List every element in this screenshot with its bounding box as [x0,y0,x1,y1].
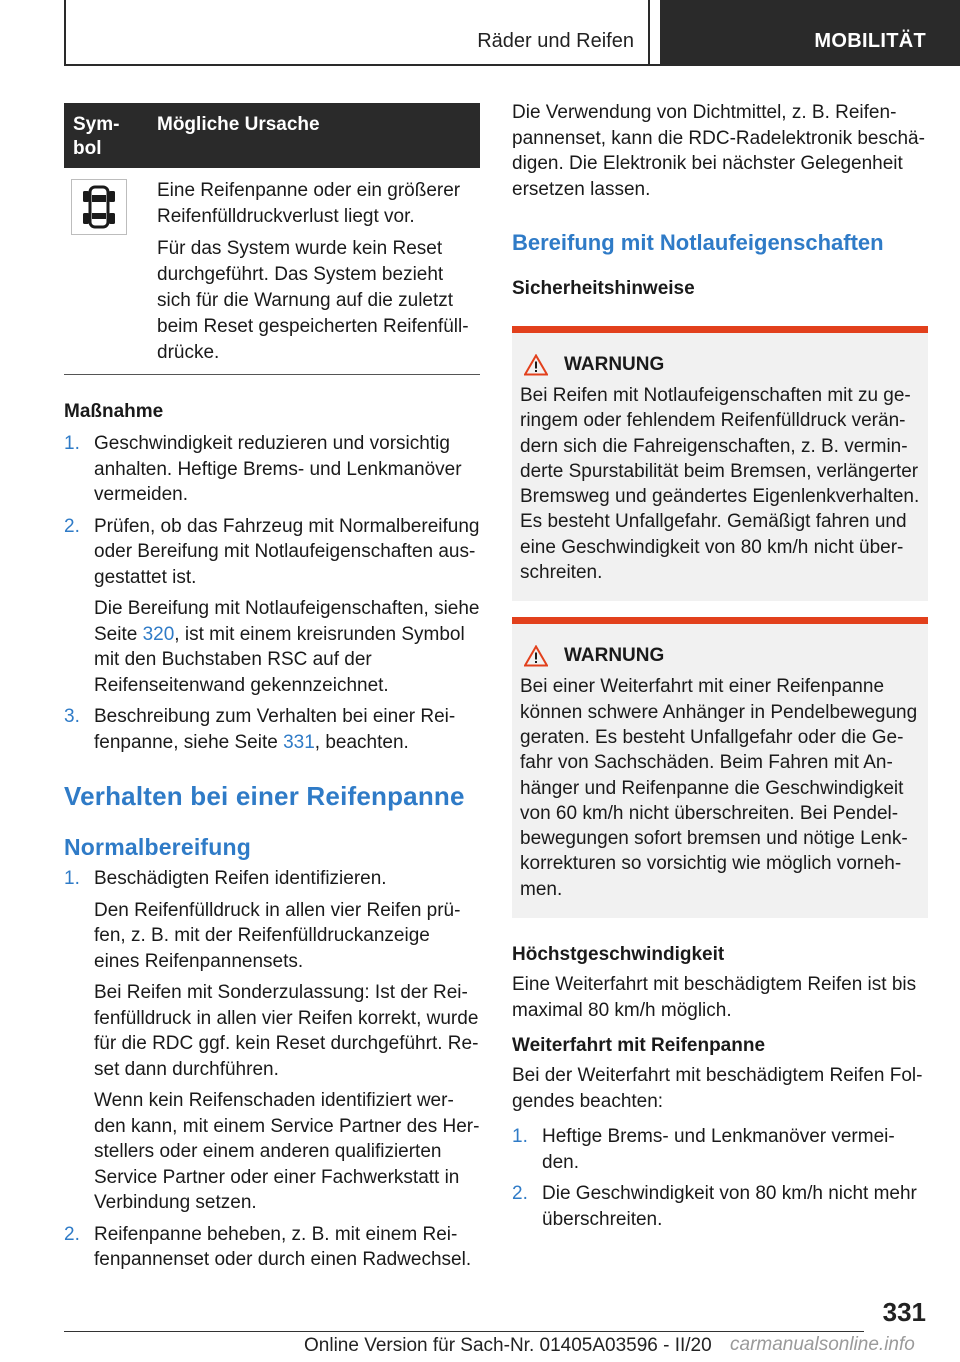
max-speed-title: Höchstgeschwindigkeit [512,944,725,966]
page-number: 331 [882,1297,926,1327]
continue-title: Weiterfahrt mit Reifenpanne [512,1035,766,1057]
warning-box-1 [512,326,928,601]
page-link-331[interactable]: 331 [283,731,315,753]
list-item: 2. Prüfen, ob das Fahrzeug mit Normalbereifung oder Bereifung mit Notlaufeigenschaften aus-gestattet ist. Die Bereifung mit Notlaufeigenschaften, siehe Seite 320, ist mit einem kreisrunden Symbol mit den Buchstaben RSC auf der Reifenseitenwand gekennzeichnet. [64,515,480,696]
safety-title: Sicherheitshinweise [512,278,695,299]
table-header [64,103,480,168]
header-section-tab [470,0,650,66]
dichtmittel-text: Die Verwendung von Dichtmittel, z. B. Reifen-pannenset, kann die RDC-Radelektronik beschä-digen. Die Elektronik bei nächster Gelegenheit ersetzen lassen. [512,102,925,200]
warning-2-text: Bei einer Weiterfahrt mit einer Reifenpanne können schwere Anhänger in Pendelbewegung geraten. Es besteht Unfallgefahr oder die Ge-fahr von Sachschäden. Beim Fahren mit An-hänger und Reifenpanne die Geschwindigkeit von 60 km/h nicht überschreiten. Bei Pendel-bewegungen sofort bremsen und nötige Lenk-korrekturen so vorsichtig wie möglich vorneh-men. [520,676,918,900]
warning-2-title: WARNUNG [564,645,665,667]
page-link-320[interactable]: 320 [142,623,175,645]
list-item: 1. Heftige Brems- und Lenkmanöver vermei-den. [512,1126,895,1173]
table-header-cause: Mögliche Ursache [157,114,320,135]
cause-text-2: Für das System wurde kein Reset durchgeführt. Das System bezieht sich für die Warnung auf die zuletzt beim Reset gespeicherten Reifenfüll-drücke. [157,238,469,363]
continue-steps [512,1124,928,1232]
cause-text-1: Eine Reifenpanne oder ein größerer Reifenfülldruckverlust liegt vor. [157,180,461,227]
header-left-border [64,0,66,66]
footer-online-version: Online Version für Sach-Nr. 01405A03596 - II/20 [304,1335,712,1356]
reifenpanne-section [64,780,480,1273]
symbol-table [64,103,480,375]
warning-triangle-icon [524,354,548,376]
warning-box-2 [512,617,928,918]
right-column [512,100,928,1232]
notlauf-title: Bereifung mit Notlaufeigenschaften [512,230,884,255]
massnahme-section [64,399,480,755]
table-row [64,168,480,375]
footer-rule [64,1331,864,1332]
list-item: 1. Geschwindigkeit reduzieren und vorsichtig anhalten. Heftige Brems- und Lenkmanöver vermeiden. [64,433,462,505]
massnahme-steps [64,431,480,755]
warning-triangle-icon [524,645,548,667]
header-chapter-tab [660,0,960,64]
massnahme-title: Maßnahme [64,401,164,422]
footer-watermark: carmanualsonline.info [730,1334,915,1355]
list-item: 2. Reifenpanne beheben, z. B. mit einem Rei-fenpannenset oder durch einen Radwechsel. [64,1223,472,1270]
reifenpanne-steps [64,866,480,1273]
list-item: 1. Beschädigten Reifen identifizieren. Den Reifenfülldruck in allen vier Reifen prü-fen, z. B. mit der Reifenfülldruckanzeige eines Reifenpannensets. Bei Reifen mit Sonderzulassung: Ist der Rei-fenfülldruck in allen vier Reifen korrekt, wurde für die RDC ggf. kein Reset durchgeführt. Re-set dann durchführen. Wenn kein Reifenschaden identifiziert wer-den kann, mit einem Service Partner des Her-stellers oder einem anderen qualifizierten Service Partner oder einer Fachwerkstatt in Verbindung setzen. [64,868,480,1213]
max-speed-text: Eine Weiterfahrt mit beschädigtem Reifen ist bis maximal 80 km/h möglich. [512,974,917,1021]
left-column [64,103,480,1273]
reifenpanne-title: Verhalten bei einer Reifenpanne [64,781,465,811]
header-section-label: Räder und Reifen [477,30,634,52]
list-item: 2. Die Geschwindigkeit von 80 km/h nicht mehr überschreiten. [512,1183,917,1230]
continue-text: Bei der Weiterfahrt mit beschädigtem Reifen Fol-gendes beachten: [512,1065,923,1112]
normalbereifung-title: Normalbereifung [64,834,252,860]
warning-1-text: Bei Reifen mit Notlaufeigenschaften mit zu ge-ringem oder fehlendem Reifenfülldruck verän-dern sich die Fahreigenschaften, z. B. vermin-derte Spurstabilität beim Bremsen, verlängerter Bremsweg und geändertes Eigenlenkverhalten. Es besteht Unfallgefahr. Gemäßigt fahren und eine Geschwindigkeit von 80 km/h nicht über-schreiten. [520,385,920,584]
table-header-symbol: Sym- bol [73,114,120,159]
header-chapter-label: MOBILITÄT [814,30,926,52]
warning-1-title: WARNUNG [564,354,665,375]
list-item: 3. Beschreibung zum Verhalten bei einer Rei-fenpanne, siehe Seite 331, beachten. [64,706,456,753]
tire-pressure-warning-car-icon [71,179,127,235]
